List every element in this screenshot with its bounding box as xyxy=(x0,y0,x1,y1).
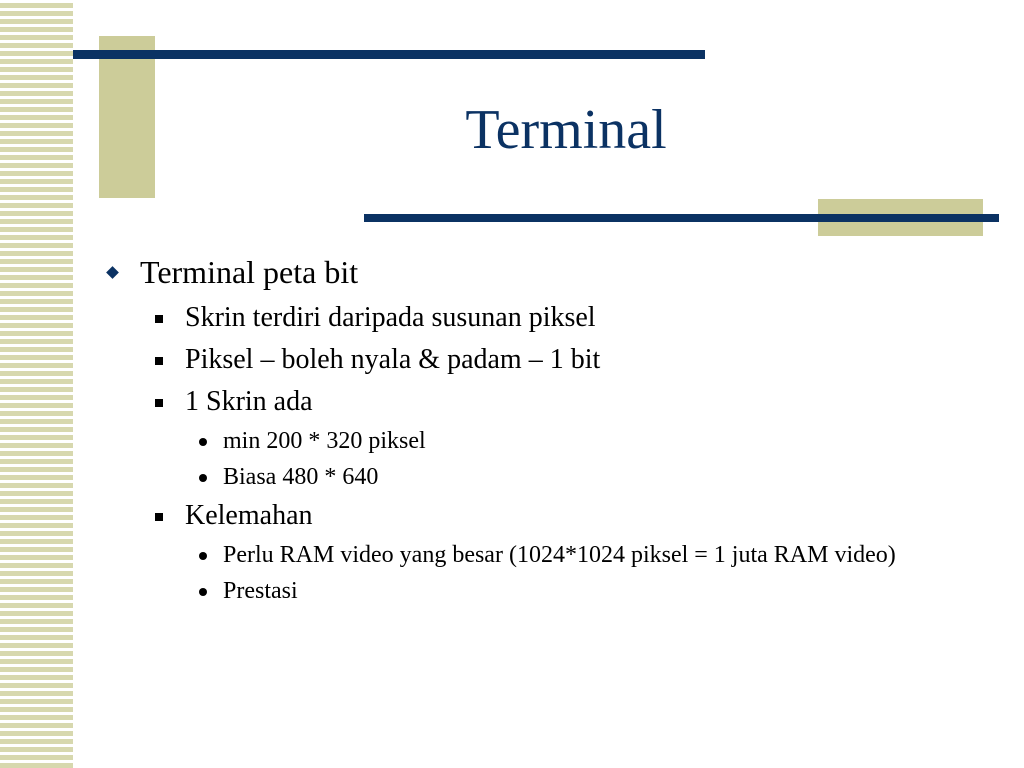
bullet-text: Skrin terdiri daripada susunan piksel xyxy=(185,302,596,333)
bullet-text: Piksel – boleh nyala & padam – 1 bit xyxy=(185,344,601,375)
bullet-item-level2 xyxy=(100,342,980,378)
bullet-item-level2 xyxy=(100,384,980,420)
bullet-item-level3 xyxy=(100,462,980,492)
square-bullet-icon xyxy=(155,399,163,407)
striped-side-band xyxy=(0,0,73,768)
bullet-text: Perlu RAM video yang besar (1024*1024 piksel = 1 juta RAM video) xyxy=(223,542,896,568)
square-bullet-icon xyxy=(155,513,163,521)
bullet-text: Prestasi xyxy=(223,578,298,604)
bullet-item-level2 xyxy=(100,300,980,336)
diamond-bullet-icon xyxy=(106,266,119,279)
bullet-text: Biasa 480 * 640 xyxy=(223,464,379,490)
dot-bullet-icon xyxy=(199,588,207,596)
bullet-text: Kelemahan xyxy=(185,500,313,531)
dot-bullet-icon xyxy=(199,552,207,560)
title-rule-top xyxy=(73,50,705,59)
dot-bullet-icon xyxy=(199,438,207,446)
square-bullet-icon xyxy=(155,315,163,323)
bullet-item-level3 xyxy=(100,426,980,456)
bullet-item-level1 xyxy=(100,250,980,294)
slide-title: Terminal xyxy=(465,99,667,161)
bullet-item-level3 xyxy=(100,540,980,570)
square-bullet-icon xyxy=(155,357,163,365)
bullet-list xyxy=(100,250,980,606)
bullet-text: 1 Skrin ada xyxy=(185,386,313,417)
bullet-item-level3 xyxy=(100,576,980,606)
bullet-text: Terminal peta bit xyxy=(140,254,359,290)
bullet-item-level2 xyxy=(100,498,980,534)
title-rule-bottom xyxy=(364,214,999,222)
bullet-text: min 200 * 320 piksel xyxy=(223,428,426,454)
dot-bullet-icon xyxy=(199,474,207,482)
decorative-khaki-block-top xyxy=(99,36,155,198)
